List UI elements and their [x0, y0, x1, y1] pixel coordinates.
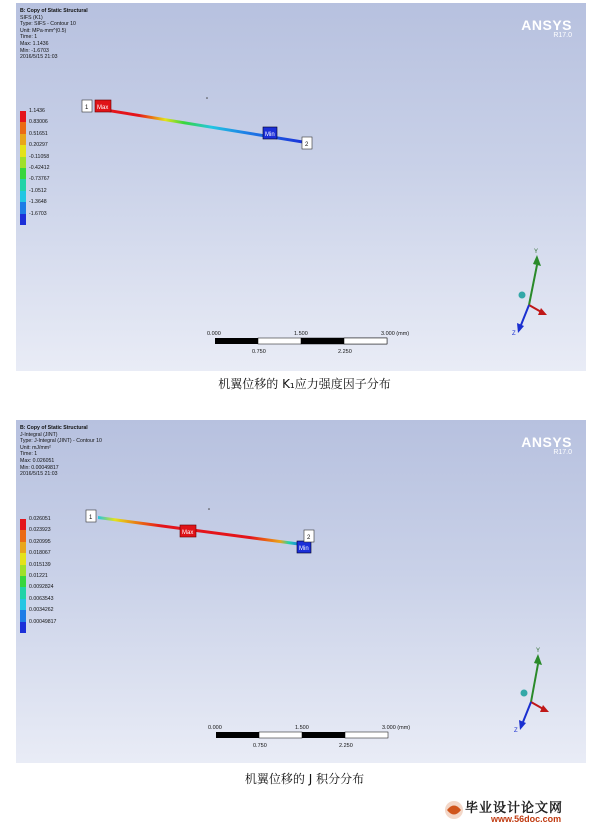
- result-min: Min: -1.6703: [20, 47, 49, 54]
- svg-text:0.000: 0.000: [208, 725, 222, 731]
- legend-value: 0.0063543: [29, 595, 54, 602]
- min-marker: [263, 127, 277, 139]
- legend-value: -1.6703: [29, 210, 47, 217]
- legend-value: -0.73767: [29, 176, 50, 183]
- k1-contour-viewport[interactable]: [16, 3, 586, 371]
- result-time: Time: 1: [20, 451, 38, 458]
- result-unit: Unit: mJ/mm²: [20, 444, 51, 451]
- result-date: 2016/5/15 21:03: [20, 471, 58, 478]
- analysis-title: B: Copy of Static Structural: [20, 425, 88, 431]
- node-2-tag: [304, 530, 314, 542]
- legend-value: 0.00049817: [29, 618, 57, 625]
- svg-text:Min: Min: [299, 546, 309, 552]
- max-marker: [95, 100, 111, 112]
- result-date: 2016/5/15 21:03: [20, 54, 58, 61]
- release-text: R17.0: [553, 32, 572, 39]
- svg-text:1: 1: [85, 105, 89, 111]
- watermark-url: www.56doc.com: [491, 814, 562, 824]
- model-canvas: [16, 3, 586, 371]
- result-max: Max: 0.026051: [20, 457, 55, 464]
- max-marker: [180, 525, 196, 537]
- svg-text:1.500: 1.500: [295, 725, 309, 731]
- legend-value: -0.11058: [29, 153, 50, 160]
- svg-text:2.250: 2.250: [338, 349, 352, 355]
- node-1-tag: [86, 510, 96, 522]
- axis-triad[interactable]: [512, 249, 547, 337]
- legend-value: 0.51651: [29, 130, 48, 137]
- result-type: Type: J-Integral (JINT) - Contour 10: [20, 438, 102, 445]
- legend-value: 0.026051: [29, 516, 51, 522]
- result-time: Time: 1: [20, 34, 38, 41]
- svg-text:3.000 (mm): 3.000 (mm): [382, 725, 411, 731]
- svg-text:Max: Max: [97, 105, 109, 111]
- scale-bar: [208, 725, 410, 749]
- result-unit: Unit: MPa·mm^(0.5): [20, 27, 67, 34]
- watermark-logo-icon: [443, 799, 465, 821]
- crack-front-line: [98, 516, 310, 547]
- legend-value: 1.1436: [29, 108, 45, 114]
- svg-text:3.000 (mm): 3.000 (mm): [381, 331, 410, 337]
- result-type: Type: SIFS - Contour 10: [20, 21, 76, 28]
- legend-value: 0.018067: [29, 550, 51, 557]
- svg-text:2: 2: [307, 535, 311, 541]
- legend-value: -1.3648: [29, 199, 47, 206]
- svg-text:Min: Min: [265, 132, 275, 138]
- svg-text:0.750: 0.750: [252, 349, 266, 355]
- svg-text:Max: Max: [182, 530, 194, 536]
- result-name: J-Integral (JINT): [20, 431, 58, 438]
- legend-value: 0.015139: [29, 561, 51, 568]
- site-watermark: [443, 797, 603, 827]
- j-integral-contour-viewport[interactable]: [16, 420, 586, 763]
- figure-1-caption: 机翼位移的 K₁应力强度因子分布: [218, 377, 391, 391]
- result-max: Max: 1.1436: [20, 40, 49, 47]
- legend-value: -0.42412: [29, 164, 50, 171]
- release-text: R17.0: [553, 449, 572, 456]
- node-2-tag: [302, 137, 312, 149]
- legend-value: 0.023923: [29, 527, 51, 534]
- legend-value: 0.0034262: [29, 607, 54, 614]
- svg-text:0.750: 0.750: [253, 743, 267, 749]
- legend-value: 0.0092824: [29, 584, 54, 591]
- svg-text:1.500: 1.500: [294, 331, 308, 337]
- legend-value: 0.83006: [29, 119, 48, 126]
- svg-text:Y: Y: [536, 648, 541, 654]
- logo-text: ANSYS: [521, 434, 572, 450]
- result-name: SIFS (K1): [20, 14, 43, 21]
- scale-bar: [207, 331, 409, 355]
- svg-text:Y: Y: [534, 249, 539, 255]
- svg-text:0.000: 0.000: [207, 331, 221, 337]
- svg-text:Z: Z: [512, 331, 516, 337]
- svg-text:2: 2: [305, 142, 309, 148]
- axis-triad[interactable]: [514, 648, 549, 734]
- legend-value: -1.0512: [29, 187, 47, 194]
- node-1-tag: [82, 100, 92, 112]
- model-canvas: [16, 420, 586, 763]
- figure-2-caption: 机翼位移的 J 积分分布: [244, 772, 365, 786]
- legend-value: 0.020995: [29, 538, 51, 545]
- min-marker: [297, 541, 311, 553]
- analysis-title: B: Copy of Static Structural: [20, 8, 88, 14]
- result-min: Min: 0.00049817: [20, 464, 59, 471]
- legend-value: 0.01221: [29, 572, 48, 579]
- legend-value: 0.20297: [29, 142, 48, 149]
- svg-text:Z: Z: [514, 728, 518, 734]
- watermark-text: 毕业设计论文网: [465, 801, 564, 816]
- logo-text: ANSYS: [521, 17, 572, 33]
- svg-text:2.250: 2.250: [339, 743, 353, 749]
- svg-text:1: 1: [89, 515, 93, 521]
